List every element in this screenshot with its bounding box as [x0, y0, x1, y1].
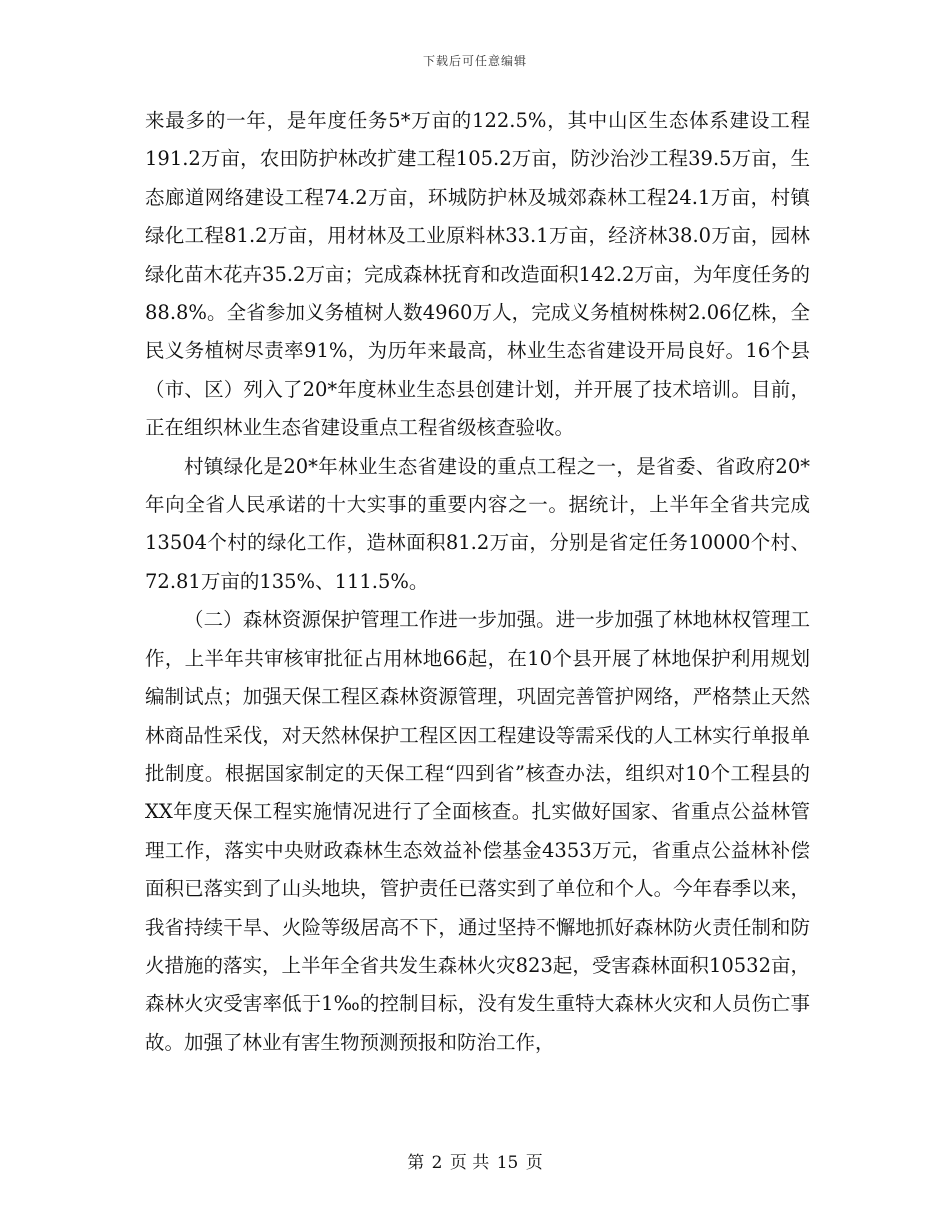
page-number-total: 15	[496, 1153, 519, 1173]
page-header-note: 下载后可任意编辑	[422, 54, 527, 68]
page-footer	[0, 1148, 950, 1173]
document-body	[145, 102, 810, 1062]
page-footer-middle: 页 共	[449, 1153, 490, 1173]
paragraph-village-greening: 村镇绿化是20*年林业生态省建设的重点工程之一，是省委、省政府20*年向全省人民承诺的十大实事的重要内容之一。据统计，上半年全省共完成13504个村的绿化工作，造林面积81.2万亩，分别是省定任务10000个村、72.81万亩的135%、111.5%。	[145, 454, 810, 593]
page-footer-suffix: 页	[525, 1153, 543, 1173]
page-footer-prefix: 第	[407, 1153, 425, 1173]
paragraph-continued: 来最多的一年，是年度任务5*万亩的122.5%，其中山区生态体系建设工程191.2万亩，农田防护林改扩建工程105.2万亩，防沙治沙工程39.5万亩，生态廊道网络建设工程74.2万亩，环城防护林及城郊森林工程24.1万亩，村镇绿化工程81.2万亩，用材林及工业原料林33.1万亩，经济林38.0万亩，园林绿化苗木花卉35.2万亩；完成森林抚育和改造面积142.2万亩，为年度任务的88.8%。全省参加义务植树人数4960万人，完成义务植树株树2.06亿株，全民义务植树尽责率91%，为历年来最高，林业生态省建设开局良好。16个县（市、区）列入了20*年度林业生态县创建计划，并开展了技术培训。目前，正在组织林业生态省建设重点工程省级核查验收。	[145, 109, 810, 440]
paragraph-forest-protection: （二）森林资源保护管理工作进一步加强。进一步加强了林地林权管理工作，上半年共审核审批征占用林地66起，在10个县开展了林地保护利用规划编制试点；加强天保工程区森林资源管理，巩固完善管护网络，严格禁止天然林商品性采伐，对天然林保护工程区因工程建设等需采伐的人工林实行单报单批制度。根据国家制定的天保工程“四到省”核查办法，组织对10个工程县的XX年度天保工程实施情况进行了全面核查。扎实做好国家、省重点公益林管理工作，落实中央财政森林生态效益补偿基金4353万元，省重点公益林补偿面积已落实到了山头地块，管护责任已落实到了单位和个人。今年春季以来，我省持续干旱、火险等级居高不下，通过坚持不懈地抓好森林防火责任制和防火措施的落实，上半年全省共发生森林火灾823起，受害森林面积10532亩，森林火灾受害率低于1‰的控制目标，没有发生重特大森林火灾和人员伤亡事故。加强了林业有害生物预测预报和防治工作，	[145, 608, 810, 1054]
page-number-current: 2	[431, 1153, 443, 1173]
